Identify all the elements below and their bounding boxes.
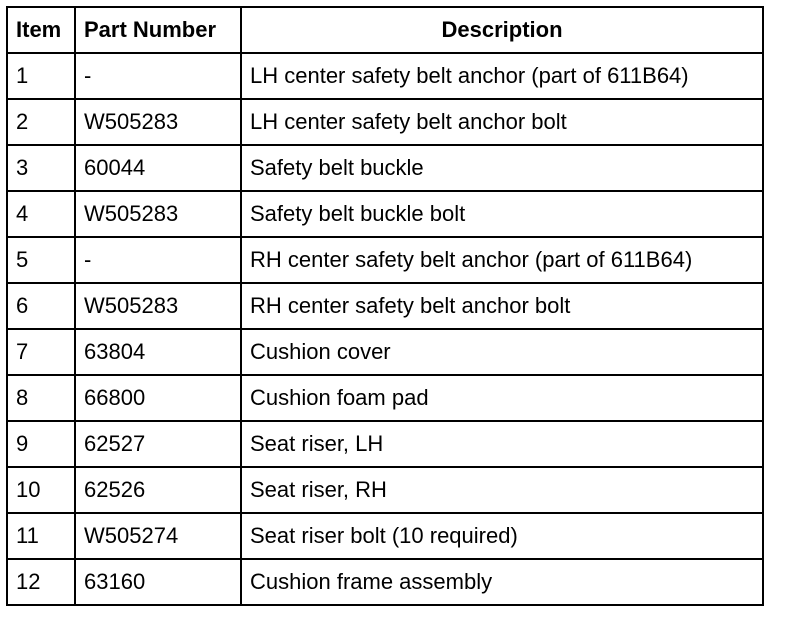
description-cell: Seat riser bolt (10 required) — [241, 513, 763, 559]
item-cell: 12 — [7, 559, 75, 605]
part-number-cell: - — [75, 53, 241, 99]
description-cell: RH center safety belt anchor bolt — [241, 283, 763, 329]
description-cell: Seat riser, LH — [241, 421, 763, 467]
part-number-cell: W505283 — [75, 99, 241, 145]
part-number-cell: 60044 — [75, 145, 241, 191]
description-cell: Safety belt buckle — [241, 145, 763, 191]
table-row — [7, 421, 763, 467]
header-item: Item — [7, 7, 75, 53]
part-number-cell: W505283 — [75, 191, 241, 237]
part-number-cell: 62527 — [75, 421, 241, 467]
table-row — [7, 99, 763, 145]
table-row — [7, 283, 763, 329]
part-number-cell: W505274 — [75, 513, 241, 559]
item-cell: 9 — [7, 421, 75, 467]
item-cell: 6 — [7, 283, 75, 329]
table-row — [7, 467, 763, 513]
table-row — [7, 513, 763, 559]
description-cell: Cushion cover — [241, 329, 763, 375]
description-cell: Cushion foam pad — [241, 375, 763, 421]
item-cell: 3 — [7, 145, 75, 191]
table-row — [7, 237, 763, 283]
description-cell: Cushion frame assembly — [241, 559, 763, 605]
parts-table — [6, 6, 764, 606]
header-part-number: Part Number — [75, 7, 241, 53]
description-cell: LH center safety belt anchor bolt — [241, 99, 763, 145]
part-number-cell: W505283 — [75, 283, 241, 329]
part-number-cell: 63804 — [75, 329, 241, 375]
table-row — [7, 329, 763, 375]
part-number-cell: - — [75, 237, 241, 283]
part-number-cell: 66800 — [75, 375, 241, 421]
part-number-cell: 63160 — [75, 559, 241, 605]
table-row — [7, 559, 763, 605]
description-cell: Seat riser, RH — [241, 467, 763, 513]
item-cell: 2 — [7, 99, 75, 145]
description-cell: Safety belt buckle bolt — [241, 191, 763, 237]
description-cell: LH center safety belt anchor (part of 611B64) — [241, 53, 763, 99]
table-row — [7, 145, 763, 191]
item-cell: 8 — [7, 375, 75, 421]
table-row — [7, 53, 763, 99]
item-cell: 7 — [7, 329, 75, 375]
part-number-cell: 62526 — [75, 467, 241, 513]
header-description: Description — [241, 7, 763, 53]
item-cell: 5 — [7, 237, 75, 283]
item-cell: 1 — [7, 53, 75, 99]
item-cell: 10 — [7, 467, 75, 513]
table-row — [7, 191, 763, 237]
item-cell: 4 — [7, 191, 75, 237]
header-row — [7, 7, 763, 53]
table-row — [7, 375, 763, 421]
item-cell: 11 — [7, 513, 75, 559]
description-cell: RH center safety belt anchor (part of 611B64) — [241, 237, 763, 283]
